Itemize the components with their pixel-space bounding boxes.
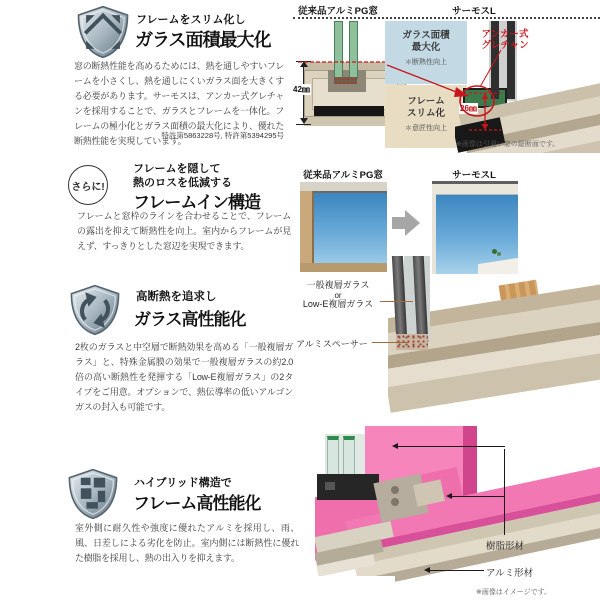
s1-title: ガラス面積最大化: [135, 30, 271, 50]
blue-callout-line1: ガラス面積: [402, 30, 450, 41]
s3-body: 2枚のガラスと中空層で断熱効果を高める「一般複層ガラス」と、特殊金属膜の効果で一般複層ガラスの約2.0倍の高い断熱性を発揮する「Low-E複層ガラス」の2タイプをご用意。オプションで、熱伝導率の低いアルゴンガスの封入も可能です。: [75, 342, 293, 412]
diagram-note: ※画像は引違い窓の縦断面です。: [456, 141, 560, 148]
diagram-annotation-overlay: [293, 0, 600, 155]
resin-leader-horizontal2: [452, 496, 505, 497]
diagram-right-label: サーモスL: [452, 6, 496, 17]
s3-title: ガラス高性能化: [134, 310, 246, 329]
tan-callout-note: ＊意匠性向上: [405, 125, 447, 132]
s4-title: フレーム高性能化: [133, 494, 261, 513]
s4-body: 室外側に耐久性や強度に優れたアルミを採用し、雨、風、日差しによる劣化を防止。室内側には断熱性に優れた樹脂を採用し、熱の出入りを抑えます。: [75, 523, 299, 563]
sarani-badge: さらに!: [68, 165, 108, 205]
conventional-window-photo: [300, 182, 387, 272]
s1-subtitle: フレームをスリム化し: [136, 14, 246, 26]
blue-callout-note: ＊断熱性向上: [405, 59, 447, 66]
shield-swirl-arrows-icon: [69, 282, 121, 338]
diagram-left-label: 従来品アルミPG窓: [298, 6, 378, 17]
resin-leader-arrowhead1: [392, 443, 398, 449]
compare-left-label: 従来品アルミPG窓: [303, 170, 383, 181]
s4-subtitle: ハイブリッド構造で: [134, 477, 232, 489]
compare-right-label: サーモスL: [452, 170, 496, 181]
shield-expand-arrows-icon: [76, 3, 130, 61]
s1-patents: 特許第5863228号, 特許第5394295号: [161, 131, 284, 140]
s3-subtitle: 高断熱を追求し: [136, 291, 217, 303]
aluminum-leader-arrowhead: [424, 567, 430, 573]
glass-type-line1: 一般複層ガラス: [306, 280, 370, 290]
image-note: ※画像はイメージです。: [476, 589, 552, 596]
dim-26-label: 26㎜: [460, 104, 477, 113]
s2-subtitle1: フレームを隠して: [133, 163, 221, 175]
resin-leader-vertical: [504, 449, 505, 535]
tan-callout-line2: スリム化: [406, 108, 445, 119]
glass-type-line3: Low-E複層ガラス: [302, 299, 374, 309]
s2-subtitle2: 熱のロスを低減する: [133, 177, 232, 189]
glass-type-label: [294, 281, 382, 310]
shield-blocks-icon: [67, 466, 119, 522]
resin-leader-horizontal1: [398, 446, 505, 447]
arrow-right-icon: [392, 210, 420, 236]
aluminum-label: アルミ形材: [486, 568, 534, 579]
spacer-leader-line: [372, 342, 409, 343]
s2-title: フレームイン構造: [133, 193, 260, 212]
glass-type-line2: or: [334, 290, 342, 300]
glass-leader-line: [380, 301, 413, 302]
tan-callout-line1: フレーム: [407, 96, 445, 107]
spacer-label: アルミスペーサー: [296, 339, 368, 349]
s2-body: フレームと窓枠のラインを合わせることで、フレームの露出を抑えて断熱性を向上。室内からフレームが見えず、すっきりとした窓辺を実現できます。: [77, 211, 291, 251]
aluminum-leader-line: [430, 570, 484, 571]
blue-callout-line2: 最大化: [411, 42, 441, 53]
glass-cross-section-image: [388, 256, 600, 424]
anchor-annotation-line2: グレチャン: [481, 40, 529, 51]
s1-body: 窓の断熱性能を高めるためには、熱を通しやすいフレームを小さくし、熱を通しにくいガラス面を大きくする必要があります。サーモスは、アンカー式グレチャンを採用することで、ガラスとフレームを一体化。フレームの極小化とガラス面積の最大化により、優れた断熱性能を実現しています。: [74, 61, 284, 146]
anchor-annotation-line1: アンカー式: [481, 29, 529, 40]
dim-42-label: 42㎜: [293, 85, 310, 94]
resin-leader-arrowhead2: [446, 493, 452, 499]
resin-label: 樹脂形材: [486, 541, 525, 552]
